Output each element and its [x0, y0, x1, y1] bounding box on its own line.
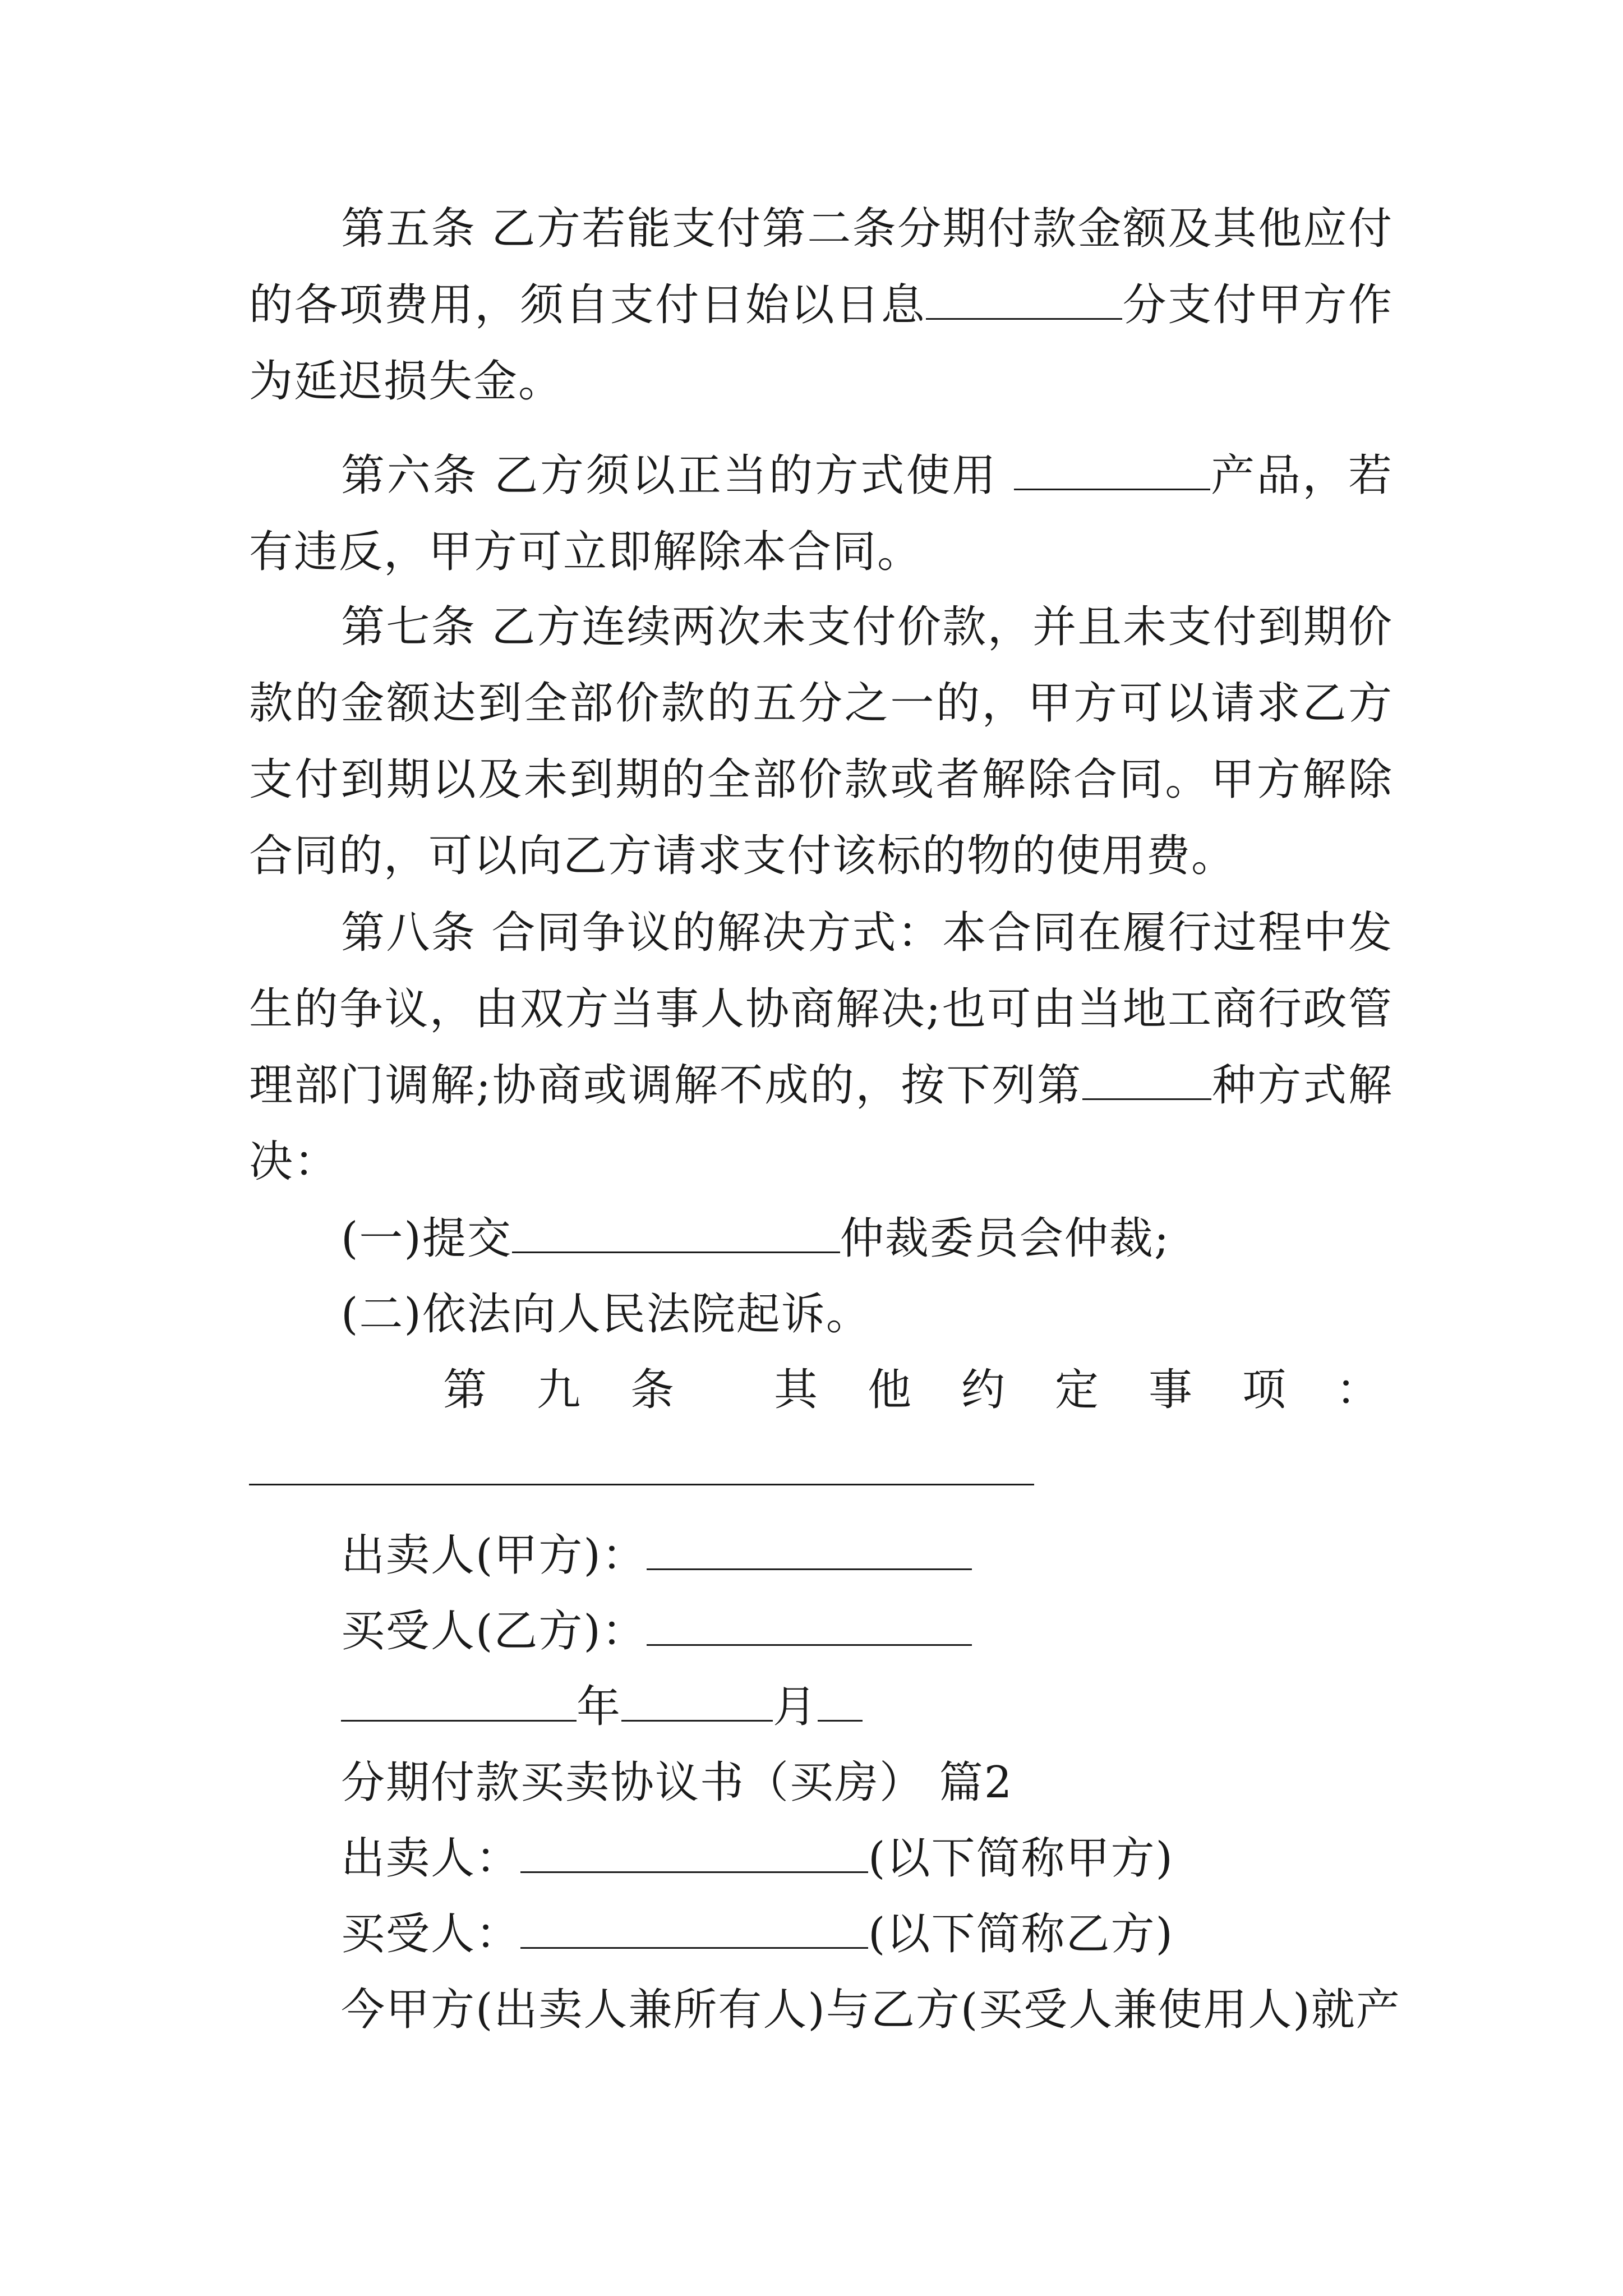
article-9-char: 条	[630, 1365, 675, 1415]
article-9-char: 他	[867, 1365, 911, 1415]
article-7: 第七条 乙方连续两次未支付价款，并且未支付到期价款的金额达到全部价款的五分之一的，甲方可以请求乙方支付到期以及未到期的全部价款或者解除合同。甲方解除合同的，可以向乙方请求支付该标的物的使用费。	[249, 602, 1393, 881]
article-5	[249, 191, 1393, 420]
year-blank[interactable]	[341, 1681, 577, 1722]
article-5-text-a: 第五条 乙方若能支付第二条分期付款金额及其他应付的各项费用，须自支付日始以日息	[249, 204, 1393, 330]
buyer-signature-blank[interactable]	[647, 1605, 972, 1646]
daily-interest-blank[interactable]	[926, 279, 1122, 320]
arbitration-committee-blank[interactable]	[512, 1212, 840, 1253]
part-2-seller-blank[interactable]	[520, 1832, 868, 1873]
part-2-buyer-suffix: (以下简称乙方)	[868, 1909, 1174, 1959]
month-label: 月	[773, 1682, 818, 1732]
article-9-char: 其	[773, 1365, 818, 1415]
seller-label: 出卖人(甲方)：	[341, 1530, 647, 1581]
article-8-text-a: 第八条 合同争议的解决方式：本合同在履行过程中发生的争议，由双方当事人协商解决;也可由当地工商行政管理部门调解;协商或调解不成的，按下列第	[249, 908, 1393, 1111]
article-6-text-b: 产品，若有违反，甲方可立即解除本合同。	[249, 450, 1393, 577]
article-8-text-b: 种方式解决：	[249, 1060, 1393, 1187]
year-label: 年	[577, 1682, 622, 1732]
option-1-text-b: 仲裁委员会仲裁;	[840, 1213, 1170, 1264]
article-9-char: 第	[443, 1365, 487, 1415]
product-blank[interactable]	[1014, 449, 1210, 490]
article-6-text-a: 第六条 乙方须以正当的方式使用	[341, 450, 1014, 501]
dispute-method-blank[interactable]	[1082, 1059, 1211, 1100]
other-terms-blank[interactable]	[249, 1484, 1034, 1485]
article-6	[249, 438, 1393, 590]
article-9-char: 九	[537, 1365, 581, 1415]
article-9-heading	[443, 1352, 1380, 1428]
part-2-buyer-blank[interactable]	[520, 1908, 868, 1949]
month-blank[interactable]	[621, 1681, 773, 1722]
part-2-seller-label: 出卖人：	[341, 1833, 521, 1884]
part-2-intro: 今甲方(出卖人兼所有人)与乙方(买受人兼使用人)就产	[341, 1985, 1401, 2035]
article-9-char: 事	[1148, 1365, 1192, 1415]
article-8	[249, 895, 1393, 1200]
article-9-char: 定	[1054, 1365, 1099, 1415]
option-litigation: (二)依法向人民法院起诉。	[341, 1289, 871, 1340]
option-arbitration	[341, 1200, 1170, 1277]
article-9-char: ：	[1335, 1365, 1380, 1415]
part-2-seller-suffix: (以下简称甲方)	[868, 1833, 1174, 1884]
day-blank[interactable]	[818, 1681, 863, 1722]
buyer-label: 买受人(乙方)：	[341, 1606, 647, 1657]
article-9-char: 项	[1242, 1365, 1286, 1415]
buyer-signature-line	[341, 1593, 972, 1669]
seller-signature-line	[341, 1517, 972, 1594]
part-2-title: 分期付款买卖协议书（买房） 篇2	[341, 1757, 1013, 1808]
part-2-buyer-label: 买受人：	[341, 1909, 521, 1959]
date-line	[341, 1669, 863, 1745]
seller-signature-blank[interactable]	[647, 1529, 972, 1570]
option-1-text-a: (一)提交	[341, 1213, 512, 1264]
article-5-text-b: 分支付甲方作为延迟损失金。	[249, 280, 1393, 407]
article-9-char: 约	[961, 1365, 1005, 1415]
part-2-buyer-line	[341, 1896, 1174, 1972]
part-2-seller-line	[341, 1820, 1174, 1897]
